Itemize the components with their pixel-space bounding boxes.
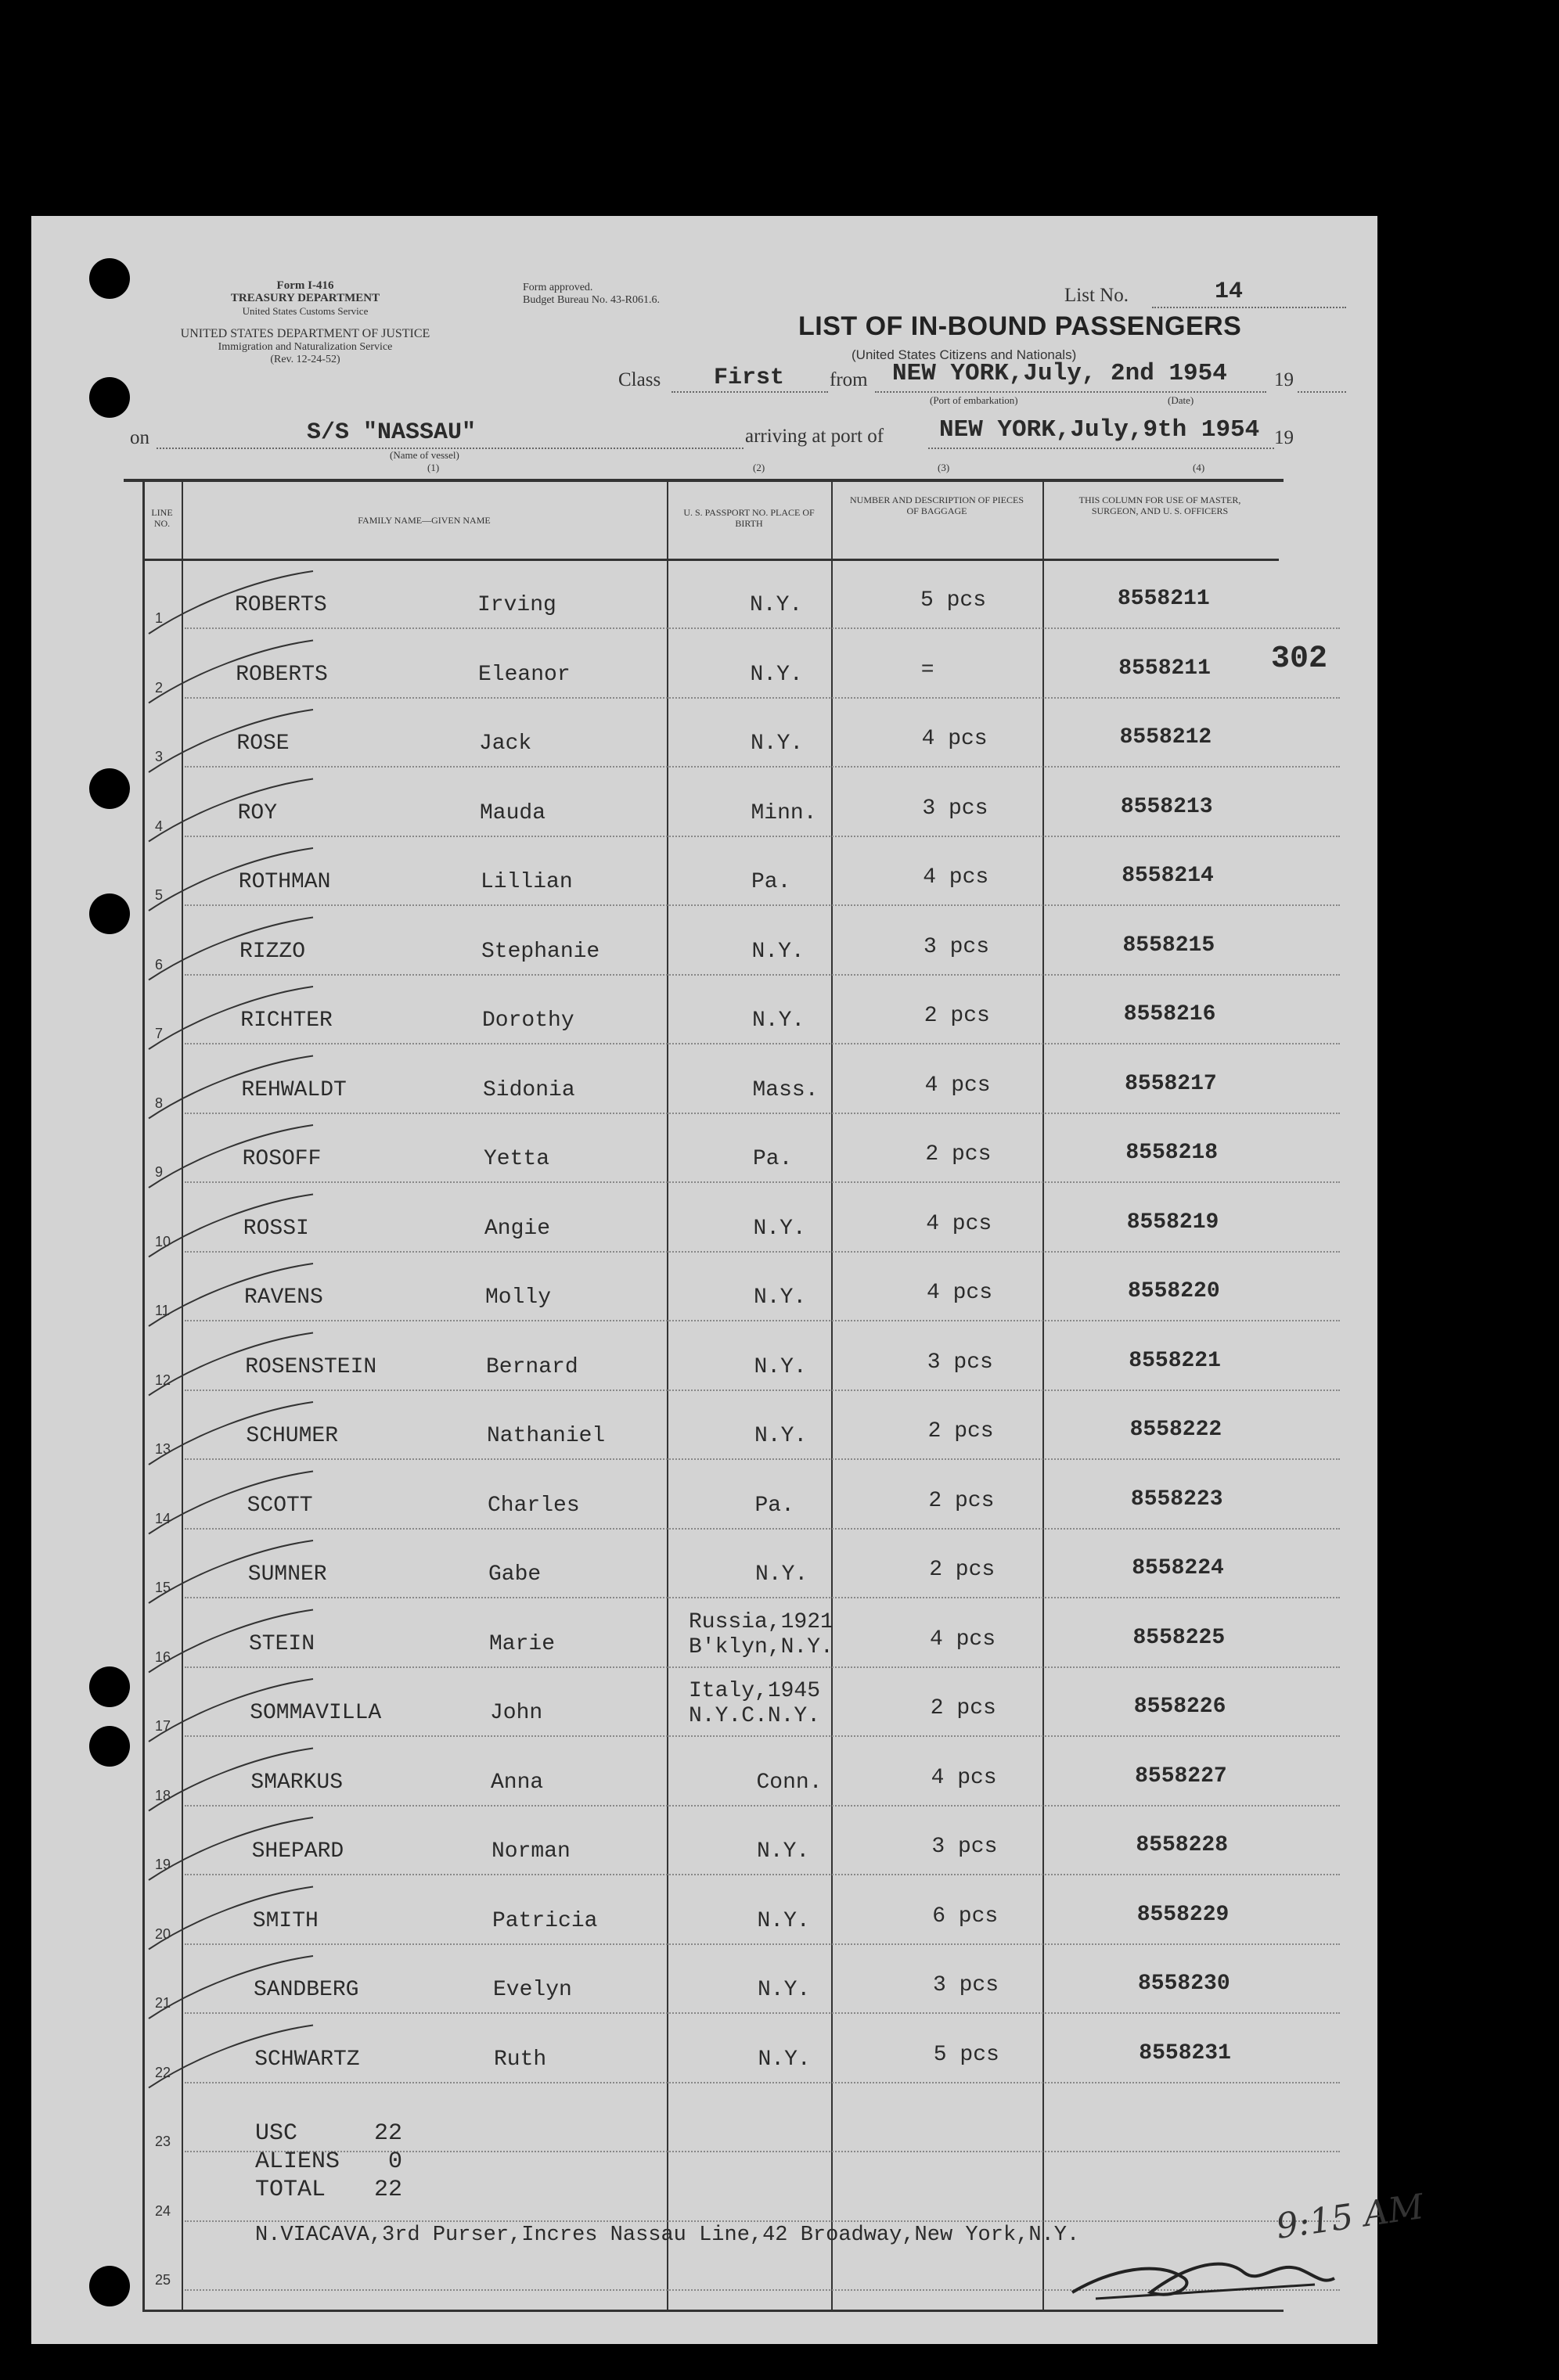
officer-code: 8558216 — [1123, 1002, 1216, 1026]
usc-value: 22 — [374, 2120, 403, 2147]
treasury-label: TREASURY DEPARTMENT — [230, 292, 380, 304]
given-name: Molly — [485, 1285, 552, 1310]
ins-label: Immigration and Naturalization Service — [218, 341, 393, 353]
given-name: Norman — [491, 1839, 571, 1864]
check-mark — [149, 1402, 313, 1465]
officer-code: 8558224 — [1132, 1556, 1224, 1580]
vessel-name: S/S "NASSAU" — [307, 419, 477, 446]
line-number: 2 — [155, 679, 164, 696]
check-mark — [149, 1264, 313, 1326]
given-name: Charles — [488, 1493, 580, 1518]
place-of-birth: N.Y. — [758, 2047, 811, 2072]
tally-check-marks — [133, 548, 446, 2097]
check-mark — [149, 1195, 313, 1257]
line-number: 22 — [155, 2064, 171, 2080]
baggage-pieces: 3 pcs — [922, 796, 988, 821]
officer-code: 8558222 — [1129, 1418, 1222, 1442]
given-name: Eleanor — [478, 662, 571, 687]
form-number: Form I-416 — [276, 279, 334, 292]
place-of-birth: N.Y. — [758, 1978, 811, 2002]
officer-code: 8558212 — [1119, 725, 1212, 750]
line-number: 12 — [155, 1372, 171, 1388]
list-no-label: List No. — [1064, 285, 1129, 306]
given-name: Jack — [479, 732, 532, 756]
col-header-officers: THIS COLUMN FOR USE OF MASTER, SURGEON, AND U. S. OFFICERS — [1078, 494, 1241, 516]
officer-code: 8558229 — [1136, 1902, 1230, 1927]
given-name: Yetta — [484, 1147, 550, 1171]
given-name: Gabe — [488, 1562, 542, 1587]
line-number: 3 — [155, 749, 164, 764]
family-name: RIZZO — [239, 939, 306, 964]
place-of-birth: Pa. — [751, 870, 791, 894]
baggage-pieces: 2 pcs — [925, 1142, 992, 1167]
given-name: Anna — [491, 1770, 544, 1795]
col2-caption: (2) — [753, 462, 765, 473]
check-mark — [149, 1679, 313, 1742]
baggage-pieces: 4 pcs — [927, 1281, 993, 1305]
year-line — [1298, 391, 1346, 393]
class-label: Class — [618, 369, 661, 390]
check-mark — [149, 987, 313, 1049]
baggage-pieces: 6 pcs — [932, 1904, 999, 1929]
check-mark — [149, 2026, 313, 2088]
given-name: Lillian — [481, 870, 573, 894]
place-of-birth: Minn. — [751, 800, 817, 825]
place-of-birth: N.Y. — [751, 732, 804, 756]
line-number: 7 — [155, 1026, 164, 1041]
given-name: Irving — [477, 593, 556, 617]
check-mark — [149, 779, 313, 842]
line-number: 6 — [155, 956, 164, 972]
family-name: SHEPARD — [251, 1839, 344, 1864]
check-mark — [149, 710, 313, 772]
check-mark — [149, 918, 313, 980]
port-embark-caption: (Port of embarkation) — [930, 394, 1018, 406]
line-number: 20 — [155, 1925, 171, 1942]
place-of-birth: N.Y. — [752, 1008, 805, 1033]
signature-mark — [1064, 2238, 1346, 2308]
place-of-birth: N.Y. — [754, 1285, 807, 1310]
officer-code: 8558230 — [1138, 1972, 1230, 1996]
family-name: SMITH — [252, 1908, 319, 1933]
officer-code: 8558223 — [1130, 1487, 1223, 1512]
officer-code: 8558211 — [1118, 587, 1210, 611]
baggage-pieces: 4 pcs — [924, 1073, 991, 1098]
family-name: SANDBERG — [254, 1978, 359, 2002]
col1-caption: (1) — [427, 462, 440, 473]
customs-label: United States Customs Service — [242, 305, 369, 317]
check-mark — [149, 1056, 313, 1119]
place-of-birth: N.Y. — [751, 939, 805, 964]
baggage-pieces: = — [920, 657, 934, 682]
given-name: John — [490, 1701, 543, 1725]
officer-code: 8558221 — [1129, 1348, 1221, 1373]
family-name: SOMMAVILLA — [250, 1701, 382, 1725]
check-mark — [149, 1125, 313, 1188]
given-name: Stephanie — [481, 939, 600, 964]
binder-hole — [89, 258, 130, 299]
arriving-line — [928, 448, 1274, 449]
place-of-birth: Pa. — [754, 1493, 794, 1518]
revision-label: (Rev. 12-24-52) — [270, 354, 340, 365]
baggage-pieces: 2 pcs — [928, 1488, 995, 1513]
table-bottom-rule — [142, 2310, 1284, 2312]
date-caption: (Date) — [1168, 394, 1194, 406]
check-mark — [149, 1333, 313, 1396]
page-title: LIST OF IN-BOUND PASSENGERS — [798, 311, 1242, 341]
passport-col-rule — [831, 479, 833, 2310]
officer-code: 8558220 — [1128, 1279, 1220, 1303]
name-col-rule — [667, 479, 668, 2310]
check-mark — [149, 1472, 313, 1534]
check-mark — [149, 1817, 313, 1880]
line-number: 17 — [155, 1718, 171, 1734]
place-of-birth: N.Y. — [754, 1424, 808, 1448]
aliens-value: 0 — [388, 2148, 403, 2175]
place-of-birth: N.Y. — [757, 1908, 810, 1933]
col3-caption: (3) — [938, 462, 950, 473]
given-name: Ruth — [494, 2047, 547, 2072]
line-number: 19 — [155, 1857, 171, 1872]
family-name: SCOTT — [247, 1493, 313, 1518]
given-name: Nathaniel — [487, 1424, 606, 1448]
family-name: RICHTER — [240, 1008, 333, 1033]
arriving-label: arriving at port of — [745, 426, 884, 447]
year-suffix: 19 — [1274, 369, 1294, 390]
class-line — [671, 391, 828, 393]
col-header-name: FAMILY NAME—GIVEN NAME — [358, 515, 491, 526]
place-of-birth: Italy,1945 — [689, 1679, 821, 1703]
officer-code: 8558227 — [1135, 1763, 1227, 1789]
baggage-pieces: 4 pcs — [931, 1765, 997, 1790]
given-name: Marie — [489, 1631, 556, 1656]
place-of-birth: N.Y. — [754, 1354, 807, 1379]
line-number: 21 — [155, 1995, 171, 2011]
given-name: Mauda — [480, 800, 546, 825]
baggage-pieces: 3 pcs — [931, 1835, 998, 1859]
place-of-birth: N.Y. — [750, 593, 803, 617]
check-mark — [149, 641, 313, 703]
from-label: from — [830, 369, 868, 390]
list-no-value: 14 — [1215, 279, 1244, 305]
check-mark — [149, 1887, 313, 1950]
baggage-pieces: 2 pcs — [930, 1696, 996, 1720]
family-name: ROSOFF — [242, 1147, 322, 1171]
family-name: ROSE — [236, 732, 290, 756]
officer-code: 8558214 — [1122, 864, 1214, 888]
officer-code: 8558226 — [1133, 1695, 1226, 1719]
given-name: Patricia — [492, 1908, 598, 1933]
total-value: 22 — [374, 2177, 403, 2203]
on-label: on — [130, 427, 149, 448]
officer-code: 8558215 — [1122, 933, 1215, 958]
place-of-birth: Conn. — [756, 1770, 823, 1795]
officer-code: 8558213 — [1120, 794, 1213, 819]
budget-bureau-label: Budget Bureau No. 43-R061.6. — [523, 294, 660, 306]
family-name: STEIN — [249, 1631, 315, 1656]
family-name: SUMNER — [247, 1562, 327, 1587]
time-note: 9:15 AM — [1273, 2187, 1427, 2247]
place-of-birth: Mass. — [752, 1077, 819, 1102]
year-suffix-2: 19 — [1274, 427, 1294, 448]
baggage-pieces: 4 pcs — [930, 1627, 996, 1652]
line-number: 10 — [155, 1233, 171, 1249]
check-mark — [149, 1956, 313, 2019]
check-mark — [149, 848, 313, 911]
total-label: TOTAL — [255, 2177, 326, 2203]
justice-label: UNITED STATES DEPARTMENT OF JUSTICE — [180, 327, 430, 340]
line-number: 4 — [155, 818, 164, 834]
given-name: Bernard — [486, 1354, 578, 1379]
check-mark — [149, 571, 313, 634]
check-mark — [149, 1749, 313, 1811]
baggage-pieces: 5 pcs — [933, 2042, 999, 2067]
family-name: ROSSI — [243, 1216, 309, 1241]
given-name: Sidonia — [483, 1077, 575, 1102]
from-value: NEW YORK,July, 2nd 1954 — [892, 360, 1227, 387]
family-name: SCHWARTZ — [254, 2047, 360, 2072]
line-number: 11 — [155, 1303, 170, 1318]
place-of-birth-2: N.Y.C.N.Y. — [689, 1704, 821, 1728]
arriving-value: NEW YORK,July,9th 1954 — [939, 416, 1260, 444]
baggage-pieces: 2 pcs — [924, 1004, 990, 1028]
officer-code: 8558225 — [1132, 1625, 1226, 1650]
family-name: SMARKUS — [250, 1770, 344, 1795]
baggage-col-rule — [1042, 479, 1044, 2310]
line-number: 16 — [155, 1648, 171, 1665]
check-mark — [149, 1541, 313, 1603]
place-of-birth-2: B'klyn,N.Y. — [689, 1634, 834, 1659]
place-of-birth: N.Y. — [753, 1216, 806, 1241]
table-top-rule — [124, 479, 1284, 482]
family-name: ROTHMAN — [238, 870, 331, 894]
baggage-pieces: 3 pcs — [933, 1973, 999, 1997]
given-name: Dorothy — [482, 1008, 574, 1033]
usc-label: USC — [255, 2120, 298, 2147]
officer-code: 8558211 — [1118, 656, 1211, 681]
family-name: ROBERTS — [235, 593, 327, 617]
col-header-line-no: LINE NO. — [151, 507, 173, 529]
check-mark — [149, 1610, 313, 1673]
officer-code: 8558228 — [1136, 1833, 1229, 1857]
line-number: 9 — [155, 1164, 164, 1180]
line-number: 13 — [155, 1441, 171, 1457]
baggage-pieces: 2 pcs — [927, 1419, 994, 1443]
place-of-birth: N.Y. — [757, 1839, 810, 1864]
row-rule — [185, 2151, 1340, 2152]
margin-number: 302 — [1271, 642, 1328, 677]
place-of-birth: N.Y. — [750, 662, 803, 687]
family-name: REHWALDT — [241, 1077, 347, 1102]
line-number: 5 — [155, 887, 164, 903]
line-number: 18 — [155, 1787, 171, 1803]
col-header-baggage: NUMBER AND DESCRIPTION OF PIECES OF BAGGAGE — [849, 494, 1024, 516]
place-of-birth: Russia,1921 — [689, 1609, 834, 1634]
place-of-birth: Pa. — [753, 1147, 793, 1171]
given-name: Angie — [484, 1216, 551, 1241]
given-name: Evelyn — [493, 1978, 572, 2002]
baggage-pieces: 4 pcs — [921, 727, 988, 751]
family-name: ROBERTS — [236, 662, 328, 687]
line-number: 8 — [155, 1095, 164, 1111]
binder-hole — [89, 377, 130, 418]
officer-code: 8558218 — [1125, 1141, 1219, 1165]
purser-line: N.VIACAVA,3rd Purser,Incres Nassau Line,42 Broadway,New York,N.Y. — [255, 2224, 1080, 2247]
baggage-pieces: 2 pcs — [929, 1558, 996, 1582]
list-no-line — [1152, 307, 1346, 308]
family-name: ROY — [237, 800, 278, 825]
family-name: ROSENSTEIN — [245, 1354, 377, 1379]
officer-code: 8558231 — [1139, 2040, 1231, 2065]
col4-caption: (4) — [1193, 462, 1205, 473]
class-value: First — [714, 365, 785, 391]
aliens-label: ALIENS — [255, 2148, 340, 2175]
baggage-pieces: 3 pcs — [927, 1350, 993, 1375]
line-number: 14 — [155, 1510, 171, 1526]
row-rule — [185, 2220, 1340, 2222]
family-name: RAVENS — [244, 1285, 323, 1310]
baggage-pieces: 4 pcs — [923, 865, 989, 890]
page-subtitle: (United States Citizens and Nationals) — [852, 347, 1077, 362]
from-line — [875, 391, 1266, 393]
line-number: 24 — [155, 2202, 171, 2219]
line-number: 15 — [155, 1580, 171, 1595]
line-number: 23 — [155, 2134, 171, 2149]
line-number: 1 — [155, 610, 164, 626]
line-number: 25 — [155, 2272, 171, 2288]
officer-code: 8558217 — [1125, 1071, 1217, 1096]
baggage-pieces: 5 pcs — [920, 588, 987, 613]
col-header-passport: U. S. PASSPORT NO. PLACE OF BIRTH — [683, 507, 815, 529]
form-approved-label: Form approved. — [523, 282, 593, 293]
family-name: SCHUMER — [246, 1424, 339, 1448]
place-of-birth: N.Y. — [755, 1562, 808, 1587]
baggage-pieces: 3 pcs — [924, 934, 990, 959]
officer-code: 8558219 — [1126, 1210, 1219, 1235]
baggage-pieces: 4 pcs — [926, 1211, 992, 1236]
vessel-caption: (Name of vessel) — [390, 449, 459, 461]
